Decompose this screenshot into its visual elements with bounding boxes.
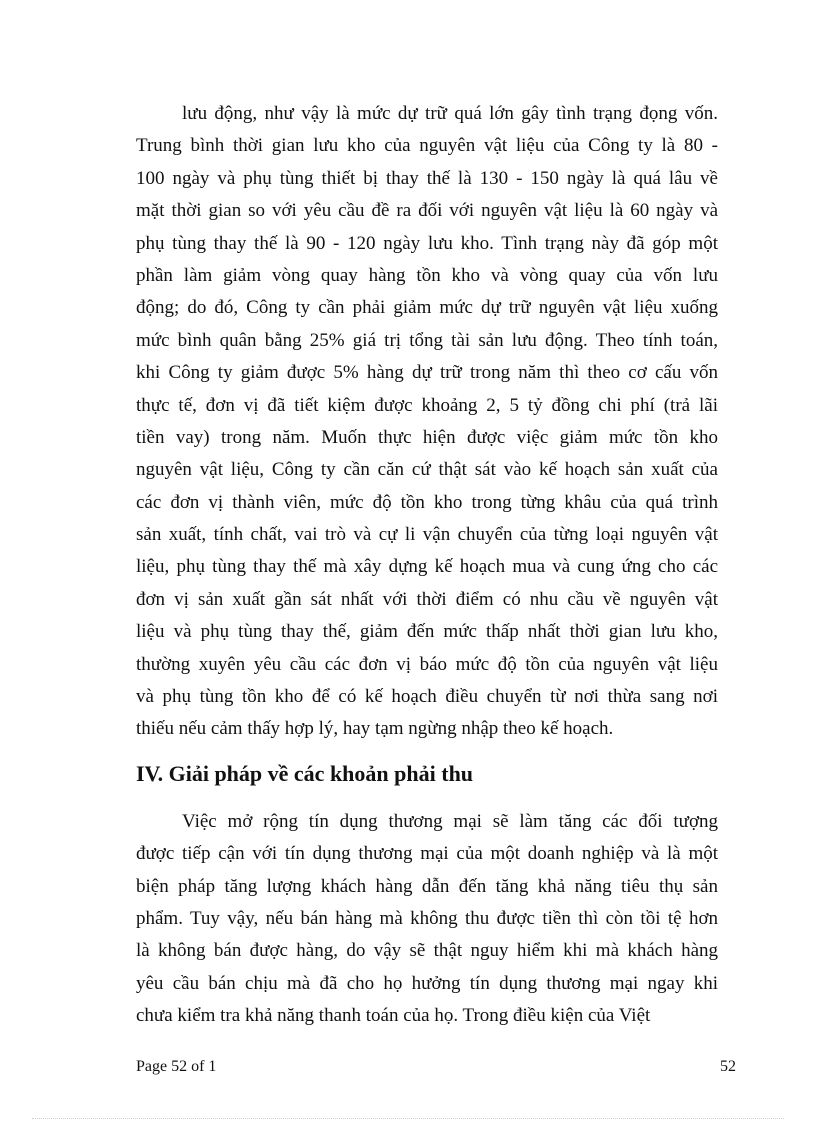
text-line: đơn vị sản xuất gần sát nhất với thời điểm có nhu cầu về nguyên vật [136, 588, 718, 610]
text-line: được tiếp cận với tín dụng thương mại của một doanh nghiệp và là một [136, 843, 718, 865]
page-footer [136, 1056, 736, 1078]
text-line: 100 ngày và phụ tùng thiết bị thay thế là 130 - 150 ngày là quá lâu về [136, 167, 718, 189]
text-line: thường xuyên yêu cầu các đơn vị báo mức độ tồn của nguyên vật liệu [136, 653, 718, 675]
paragraph-2 [136, 806, 718, 1033]
text-line: khi Công ty giảm được 5% hàng dự trữ trong năm thì theo cơ cấu vốn [136, 362, 718, 384]
text-line: nguyên vật liệu, Công ty cần căn cứ thật sát vào kế hoạch sản xuất của [136, 459, 718, 481]
document-body [136, 98, 718, 1033]
text-line: chưa kiểm tra khả năng thanh toán của họ. Trong điều kiện của Việt [136, 1005, 651, 1027]
text-line: thực tế, đơn vị đã tiết kiệm được khoảng 2, 5 tỷ đồng chi phí (trả lãi [136, 394, 718, 416]
text-line: các đơn vị thành viên, mức độ tồn kho trong từng khâu của quá trình [136, 491, 718, 513]
text-line: phụ tùng thay thế là 90 - 120 ngày lưu kho. Tình trạng này đã góp một [136, 232, 718, 254]
text-line: tiền vay) trong năm. Muốn thực hiện được việc giảm mức tồn kho [136, 426, 718, 448]
text-line: động; do đó, Công ty cần phải giảm mức dự trữ nguyên vật liệu xuống [136, 297, 718, 319]
text-line: là không bán được hàng, do vậy sẽ thật nguy hiểm khi mà khách hàng [136, 940, 718, 962]
text-line: liệu và phụ tùng thay thế, giảm đến mức thấp nhất thời gian lưu kho, [136, 621, 718, 643]
page-number: 52 [720, 1058, 736, 1075]
text-line: sản xuất, tính chất, vai trò và cự li vận chuyển của từng loại nguyên vật [136, 524, 718, 546]
page-bottom-divider [32, 1118, 784, 1119]
section-heading: IV. Giải pháp về các khoản phải thu [136, 760, 474, 786]
text-line: phẩm. Tuy vậy, nếu bán hàng mà không thu được tiền thì còn tồi tệ hơn [136, 907, 718, 929]
text-line: thiếu nếu cảm thấy hợp lý, hay tạm ngừng nhập theo kế hoạch. [136, 718, 614, 740]
page-label: Page 52 of 1 [136, 1058, 217, 1075]
text-line: liệu, phụ tùng thay thế mà xây dựng kế hoạch mua và cung ứng cho các [136, 556, 718, 578]
text-line: Việc mở rộng tín dụng thương mại sẽ làm tăng các đối tượng [182, 810, 718, 832]
text-line: phần làm giảm vòng quay hàng tồn kho và vòng quay của vốn lưu [136, 264, 718, 286]
text-line: biện pháp tăng lượng khách hàng dẫn đến tăng khả năng tiêu thụ sản [136, 875, 718, 897]
paragraph-1 [136, 98, 718, 746]
text-line: lưu động, như vậy là mức dự trữ quá lớn gây tình trạng đọng vốn. [182, 103, 718, 124]
text-line: yêu cầu bán chịu mà đã cho họ hưởng tín dụng thương mại ngay khi [136, 972, 718, 994]
text-line: Trung bình thời gian lưu kho của nguyên vật liệu của Công ty là 80 - [136, 135, 718, 157]
text-line: mặt thời gian so với yêu cầu đề ra đối với nguyên vật liệu là 60 ngày và [136, 200, 718, 222]
text-line: mức bình quân bằng 25% giá trị tổng tài sản lưu động. Theo tính toán, [136, 329, 718, 351]
text-line: và phụ tùng tồn kho để có kế hoạch điều chuyển từ nơi thừa sang nơi [136, 686, 718, 708]
